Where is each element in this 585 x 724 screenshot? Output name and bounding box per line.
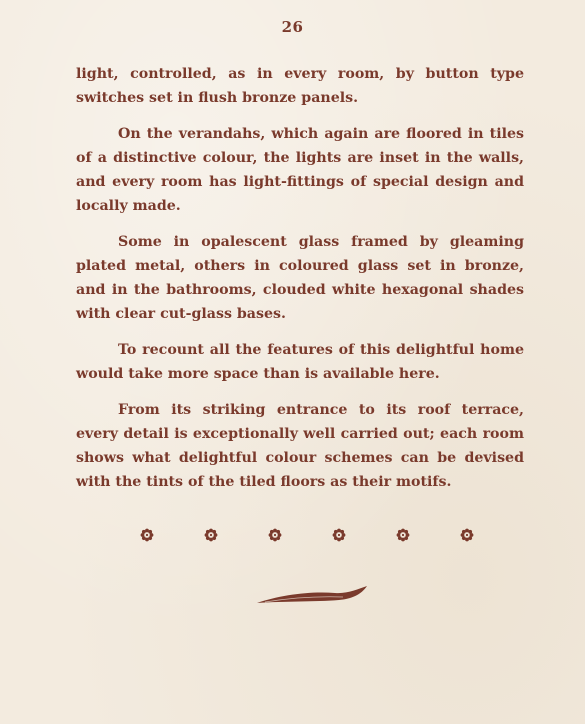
rosette-ornament-icon [204,528,218,542]
paragraph-entrance: From its striking entrance to its roof terrace, every detail is exceptionally well carried out; each room shows what delightful colour schemes can be devised with the tints of the tiled floors as their motifs. [76,402,524,490]
rosette-ornament-icon [460,528,474,542]
paragraph-verandahs: On the verandahs, which again are floored in tiles of a distinctive colour, the lights are inset in the walls, and every room has light-fittings of special design and locally made. [76,126,524,214]
rosette-ornament-icon [268,528,282,542]
rosette-ornament-icon [332,528,346,542]
rosette-ornament-icon [140,528,154,542]
paragraph-glass-fittings: Some in opalescent glass framed by gleaming plated metal, others in coloured glass set in bronze, and in the bathrooms, clouded white hexagonal shades with clear cut-glass bases. [76,234,524,322]
body-text [76,62,524,506]
paragraph-features: To recount all the features of this delightful home would take more space than is available here. [76,342,524,382]
ornament-row [140,528,480,544]
page-number: 26 [281,18,304,36]
leaf-tailpiece-icon [255,583,370,611]
rosette-ornament-icon [396,528,410,542]
paragraph-continuation: light, controlled, as in every room, by button type switches set in flush bronze panels. [76,66,524,106]
